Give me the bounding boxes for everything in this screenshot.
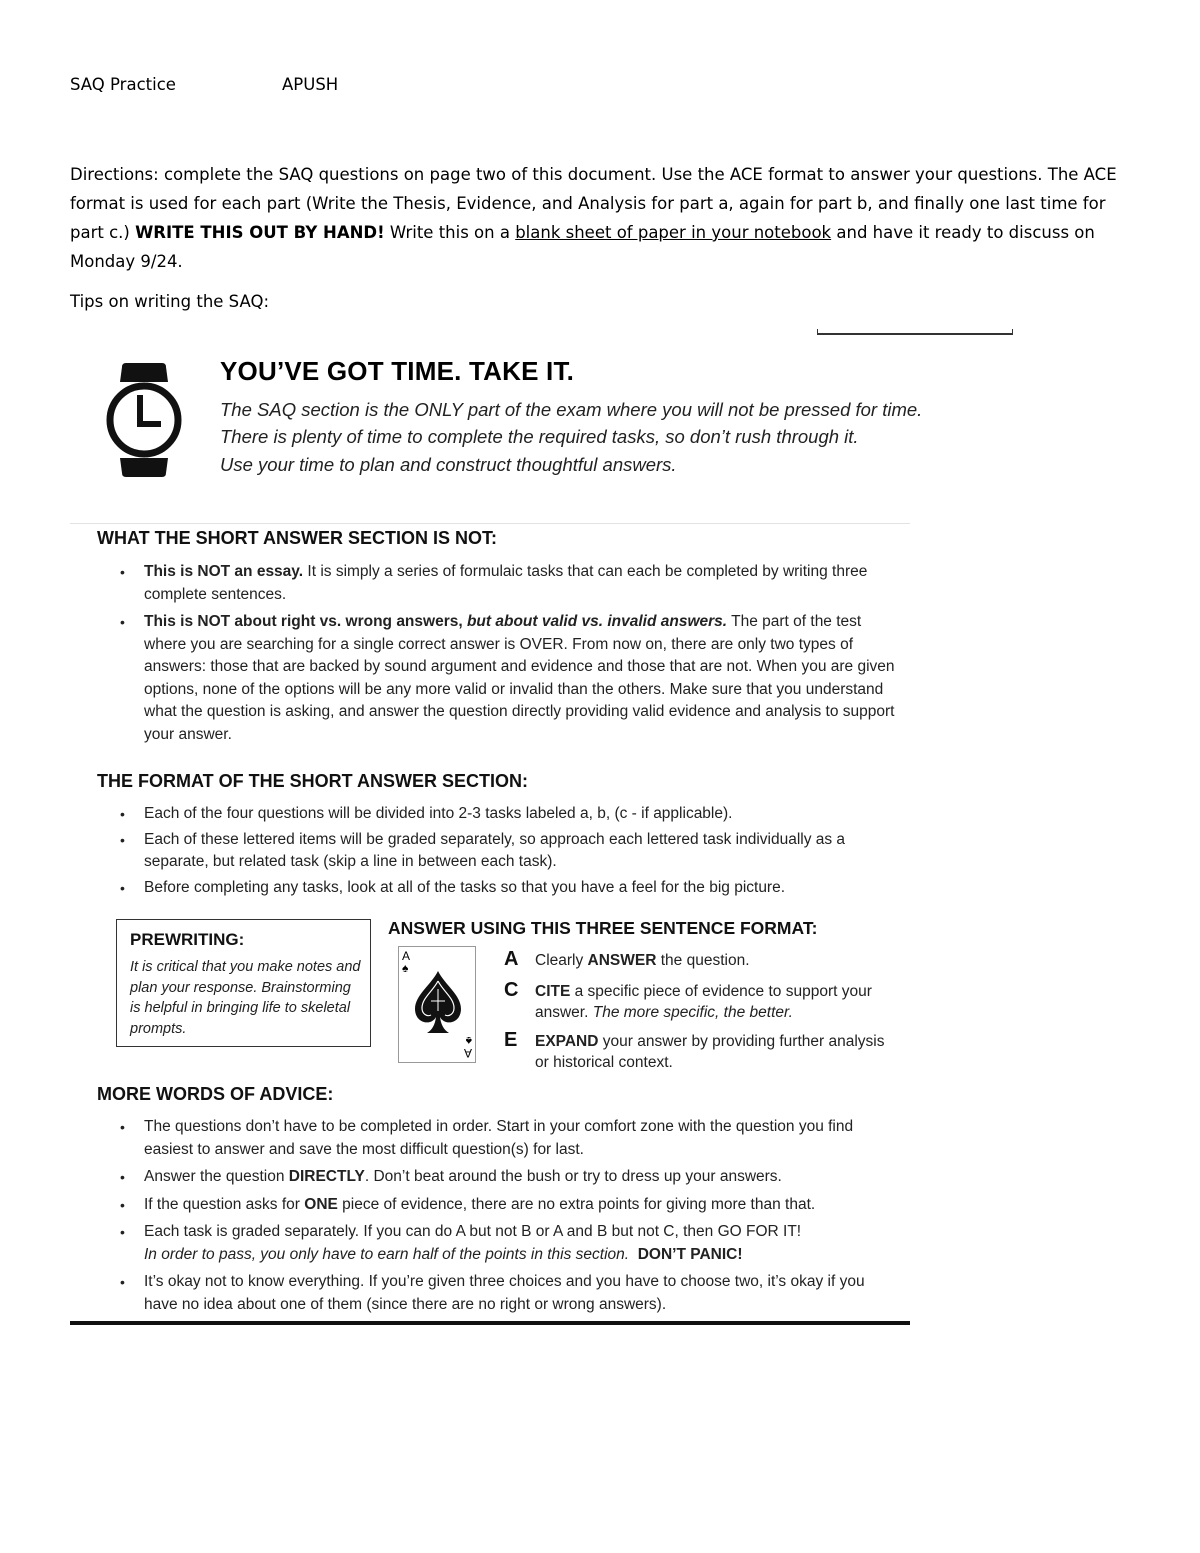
list-item-text: Each task is graded separately. If you can do A but not B or A and B but not C, then GO FOR IT!	[144, 1223, 802, 1240]
list-item-bold: DON’T PANIC!	[637, 1245, 743, 1263]
list-item-bold: This is NOT an essay.	[144, 563, 304, 580]
time-line-3: Use your time to plan and construct thoughtful answers.	[220, 454, 677, 475]
directions-underlined: blank sheet of paper in your notebook	[515, 223, 832, 242]
card-corner-bottom	[464, 1035, 472, 1059]
list-item: • Before completing any tasks, look at all of the tasks so that you have a feel for the big picture.	[97, 877, 897, 900]
ace-heading: ANSWER USING THIS THREE SENTENCE FORMAT:	[388, 918, 818, 938]
ace-text-a	[535, 950, 895, 971]
card-rank: A	[402, 949, 411, 963]
ace-letter-c: C	[504, 979, 519, 1001]
not-section-list	[97, 561, 897, 751]
list-item-bold: DIRECTLY	[288, 1168, 365, 1185]
list-item-text: If the question asks for	[144, 1195, 305, 1213]
list-item-italic: In order to pass, you only have to earn half of the points in this section.	[144, 1245, 630, 1263]
list-item-bold-italic: but about valid vs. invalid answers.	[466, 613, 728, 630]
section-divider-bottom	[70, 1321, 910, 1325]
card-suit: ♠	[465, 1034, 472, 1048]
corner-bracket	[817, 329, 1013, 335]
list-item	[97, 611, 897, 746]
header-subject: APUSH	[282, 75, 339, 94]
list-item: • Each of the four questions will be divided into 2-3 tasks labeled a, b, (c - if applicable).	[97, 803, 897, 826]
advice-section-heading: MORE WORDS OF ADVICE:	[97, 1084, 334, 1104]
ace-text-post: the question.	[656, 952, 750, 969]
tips-heading: Tips on writing the SAQ:	[70, 292, 270, 311]
list-item-text: It’s okay not to know everything. If you’re given three choices and you have to choose two, it’s okay if you have no idea about one of them (since there are no right or wrong answers).	[144, 1273, 865, 1313]
format-section-heading: THE FORMAT OF THE SHORT ANSWER SECTION:	[97, 771, 528, 791]
not-section-heading: WHAT THE SHORT ANSWER SECTION IS NOT:	[97, 528, 497, 548]
watch-icon	[104, 360, 184, 480]
ace-letter-e: E	[504, 1029, 518, 1051]
ace-text-post: a specific piece of evidence to support your answer.	[535, 983, 872, 1021]
ace-of-spades-card	[398, 946, 476, 1063]
list-item: • Each of these lettered items will be graded separately, so approach each lettered task individually as a separate, but related task (skip a line in between each task).	[97, 829, 897, 874]
ace-text-c	[535, 981, 895, 1023]
prewriting-text: It is critical that you make notes and plan your response. Brainstorming is helpful in bringing life to skeletal prompts.	[130, 959, 361, 1037]
prewriting-title: PREWRITING:	[130, 930, 245, 949]
header-course: SAQ Practice	[70, 75, 176, 94]
list-item	[97, 561, 897, 606]
directions-text-3: and have it ready to discuss on Monday 9/24.	[70, 223, 1095, 271]
list-item-bold: ONE	[304, 1195, 338, 1213]
time-line-2: There is plenty of time to complete the required tasks, so don’t rush through it.	[220, 426, 859, 447]
ace-letter-a: A	[504, 948, 519, 970]
advice-section-list	[97, 1116, 897, 1321]
list-item	[97, 1221, 897, 1266]
list-item	[97, 1271, 897, 1316]
ace-text-e	[535, 1031, 895, 1073]
prewriting-box	[116, 919, 371, 1047]
ace-text-pre: Clearly	[535, 952, 588, 969]
list-item-text: The part of the test where you are searching for a single correct answer is OVER. From now on, there are only two types of answers: those that are backed by sound argument and evidence and those that are not. When you are given options, none of the options will be any more valid or invalid than the others. Make sure that you understand what the question is asking, and answer the question directly providing valid evidence and analysis to support your answer.	[144, 613, 895, 743]
list-item-bold: This is NOT about right vs. wrong answers,	[144, 613, 467, 630]
list-item	[97, 1166, 897, 1189]
ace-text-bold: ANSWER	[587, 952, 657, 969]
list-item	[97, 1194, 897, 1217]
list-item	[97, 1116, 897, 1161]
list-item-text: It is simply a series of formulaic tasks that can each be completed by writing three complete sentences.	[144, 563, 868, 603]
time-section-title: YOU’VE GOT TIME. TAKE IT.	[220, 356, 575, 386]
card-corner-top	[402, 950, 410, 974]
card-suit: ♠	[402, 961, 409, 975]
directions-bold: WRITE THIS OUT BY HAND!	[135, 223, 385, 242]
list-item-text: Answer the question	[144, 1168, 289, 1185]
list-item-text: . Don’t beat around the bush or try to dress up your answers.	[364, 1168, 782, 1185]
directions-paragraph	[70, 160, 1130, 276]
time-line-1: The SAQ section is the ONLY part of the exam where you will not be pressed for time.	[220, 399, 923, 420]
spade-icon	[413, 969, 463, 1037]
ace-text-post: your answer by providing further analysis or historical context.	[535, 1033, 885, 1071]
ace-text-bold: CITE	[535, 983, 571, 1000]
card-rank: A	[463, 1046, 472, 1060]
ace-text-italic: The more specific, the better.	[592, 1004, 793, 1021]
section-divider-top	[70, 523, 910, 524]
ace-text-bold: EXPAND	[535, 1033, 599, 1050]
directions-text-2: Write this on a	[384, 223, 516, 242]
list-item-text: piece of evidence, there are no extra points for giving more than that.	[337, 1195, 816, 1213]
list-item-text: The questions don’t have to be completed in order. Start in your comfort zone with the question you find easiest to answer and save the most difficult question(s) for last.	[144, 1118, 854, 1158]
format-section-list	[97, 803, 897, 902]
directions-text-1: Directions: complete the SAQ questions on page two of this document. Use the ACE format to answer your questions. The ACE format is used for each part (Write the Thesis, Evidence, and Analysis for part a, again for part b, and finally one last time for part c.)	[70, 165, 1117, 242]
